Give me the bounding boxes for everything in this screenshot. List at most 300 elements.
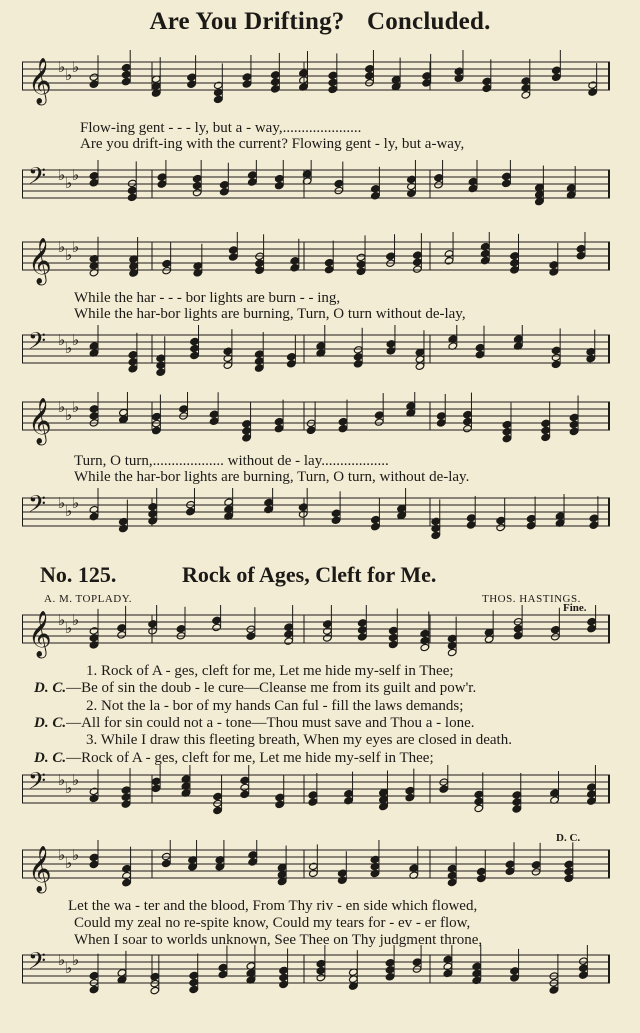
note-icon <box>189 978 199 986</box>
note-icon <box>119 415 129 423</box>
note-icon <box>121 70 131 78</box>
note-icon <box>379 795 389 803</box>
note-icon <box>150 972 160 980</box>
note-icon <box>353 346 363 354</box>
note-icon <box>531 868 541 876</box>
note-icon <box>89 860 99 868</box>
flat-icon: ♭ <box>58 611 66 629</box>
note-icon <box>324 258 334 266</box>
note-icon <box>436 412 446 420</box>
flat-icon: ♭ <box>72 494 80 512</box>
note-icon <box>254 350 264 358</box>
note-icon <box>89 73 99 81</box>
note-icon <box>552 73 562 81</box>
note-icon <box>162 259 172 267</box>
note-icon <box>371 185 381 193</box>
note-icon <box>587 790 597 798</box>
note-icon <box>587 783 597 791</box>
note-icon <box>338 869 348 877</box>
dc-prefix: D. C. <box>34 749 67 766</box>
note-icon <box>569 413 579 421</box>
note-icon <box>353 353 363 361</box>
note-icon <box>152 412 162 420</box>
note-icon <box>192 181 202 189</box>
note-icon <box>220 181 230 189</box>
note-icon <box>379 788 389 796</box>
treble-clef-icon: 𝄞 <box>28 611 52 657</box>
treble-clef-icon: 𝄞 <box>28 238 52 284</box>
note-icon <box>521 91 531 99</box>
note-icon <box>541 419 551 427</box>
note-icon <box>122 864 132 872</box>
note-icon <box>150 979 160 987</box>
note-icon <box>587 617 597 625</box>
flat-icon: ♭ <box>65 779 73 797</box>
flat-icon: ♭ <box>58 331 66 349</box>
note-icon <box>274 181 284 189</box>
note-icon <box>89 971 99 979</box>
note-icon <box>344 796 354 804</box>
flat-icon: ♭ <box>72 846 80 864</box>
hymn-title: Rock of Ages, Cleft for Me. <box>182 562 437 587</box>
note-icon <box>254 357 264 365</box>
flat-icon: ♭ <box>72 238 80 256</box>
note-icon <box>385 973 395 981</box>
note-icon <box>436 419 446 427</box>
note-icon <box>186 507 196 515</box>
note-icon <box>439 785 449 793</box>
note-icon <box>179 405 189 413</box>
note-icon <box>526 521 536 529</box>
flat-icon: ♭ <box>72 166 80 184</box>
note-icon <box>587 624 597 632</box>
note-icon <box>386 252 396 260</box>
note-icon <box>271 85 281 93</box>
note-icon <box>397 504 407 512</box>
bass-staff-system-5 <box>22 945 610 1010</box>
note-icon <box>531 861 541 869</box>
note-icon <box>549 261 559 269</box>
note-icon <box>121 793 131 801</box>
note-icon <box>334 179 344 187</box>
note-icon <box>463 417 473 425</box>
flat-icon: ♭ <box>58 771 66 789</box>
note-icon <box>89 853 99 861</box>
flat-icon: ♭ <box>72 331 80 349</box>
note-icon <box>502 434 512 442</box>
note-icon <box>371 515 381 523</box>
note-icon <box>365 65 375 73</box>
note-icon <box>579 957 589 965</box>
note-icon <box>371 192 381 200</box>
flat-icon: ♭ <box>72 398 80 416</box>
note-icon <box>190 351 200 359</box>
note-icon <box>482 77 492 85</box>
note-icon <box>209 410 219 418</box>
note-icon <box>564 860 574 868</box>
treble-staff-system-5 <box>22 840 610 898</box>
note-icon <box>316 973 326 981</box>
note-icon <box>475 350 485 358</box>
note-icon <box>323 627 333 635</box>
note-icon <box>89 405 99 413</box>
note-icon <box>388 633 398 641</box>
note-icon <box>338 424 348 432</box>
note-icon <box>466 514 476 522</box>
note-icon <box>161 852 171 860</box>
note-icon <box>413 265 423 273</box>
note-icon <box>192 174 202 182</box>
note-icon <box>214 81 224 89</box>
flat-icon: ♭ <box>58 951 66 969</box>
note-icon <box>323 620 333 628</box>
note-icon <box>496 523 506 531</box>
note-icon <box>121 63 131 71</box>
note-icon <box>397 511 407 519</box>
note-icon <box>121 800 131 808</box>
note-icon <box>476 867 486 875</box>
note-icon <box>551 633 561 641</box>
note-icon <box>331 509 341 517</box>
note-icon <box>549 268 559 276</box>
note-icon <box>444 250 454 258</box>
flat-icon: ♭ <box>65 854 73 872</box>
bass-clef-icon: 𝄢 <box>28 490 47 523</box>
verse-line <box>86 732 512 749</box>
note-icon <box>187 73 197 81</box>
lyric-line: While the har - - - bor lights are burn - - ing, <box>74 290 341 306</box>
note-icon <box>388 640 398 648</box>
treble-clef-icon: 𝄞 <box>28 398 52 444</box>
note-icon <box>431 517 441 525</box>
note-icon <box>576 244 586 252</box>
note-icon <box>277 863 287 871</box>
note-icon <box>309 869 319 877</box>
dc-mark: D. C. <box>556 832 581 844</box>
verse-line <box>86 698 463 715</box>
note-icon <box>212 623 222 631</box>
note-icon <box>248 171 258 179</box>
note-icon <box>287 353 297 361</box>
note-icon <box>246 632 256 640</box>
note-icon <box>122 878 132 886</box>
note-icon <box>474 797 484 805</box>
note-icon <box>510 259 520 267</box>
note-icon <box>274 424 284 432</box>
note-icon <box>223 347 233 355</box>
note-icon <box>275 793 285 801</box>
note-icon <box>284 637 294 645</box>
note-icon <box>189 985 199 993</box>
note-icon <box>148 510 158 518</box>
note-icon <box>89 794 99 802</box>
note-icon <box>476 874 486 882</box>
note-icon <box>148 517 158 525</box>
note-icon <box>152 426 162 434</box>
note-icon <box>420 643 430 651</box>
note-icon <box>356 260 366 268</box>
note-icon <box>405 786 415 794</box>
note-icon <box>290 264 300 272</box>
flat-icon: ♭ <box>58 238 66 256</box>
verse-line <box>86 663 454 680</box>
verse-text: —All for sin could not a - tone—Thou must save and Thou a - lone. <box>66 714 475 731</box>
note-icon <box>407 175 417 183</box>
verse-text: 1. Rock of A - ges, cleft for me, Let me hide my-self in Thee; <box>86 663 454 679</box>
note-icon <box>502 420 512 428</box>
note-icon <box>474 790 484 798</box>
note-icon <box>271 71 281 79</box>
note-icon <box>277 877 287 885</box>
note-icon <box>444 257 454 265</box>
note-icon <box>463 424 473 432</box>
note-icon <box>407 182 417 190</box>
note-icon <box>284 623 294 631</box>
note-icon <box>229 246 239 254</box>
flat-icon: ♭ <box>65 406 73 424</box>
note-icon <box>589 514 599 522</box>
note-icon <box>298 503 308 511</box>
title-sub: Concluded. <box>366 8 491 35</box>
note-icon <box>513 631 523 639</box>
note-icon <box>229 253 239 261</box>
note-icon <box>151 784 161 792</box>
note-icon <box>431 524 441 532</box>
note-icon <box>306 426 316 434</box>
note-icon <box>551 360 561 368</box>
note-icon <box>447 648 457 656</box>
note-icon <box>157 173 167 181</box>
note-icon <box>223 361 233 369</box>
note-icon <box>579 971 589 979</box>
note-icon <box>242 420 252 428</box>
note-icon <box>148 620 158 628</box>
note-icon <box>279 973 289 981</box>
dc-prefix: D. C. <box>34 680 67 697</box>
verse-line: Let the wa - ter and the blood, From Thy riv - en side which flowed, <box>68 898 478 914</box>
note-icon <box>150 986 160 994</box>
note-icon <box>385 959 395 967</box>
note-icon <box>413 251 423 259</box>
note-icon <box>526 514 536 522</box>
note-icon <box>212 616 222 624</box>
note-icon <box>482 84 492 92</box>
flat-icon: ♭ <box>58 494 66 512</box>
note-icon <box>496 516 506 524</box>
note-icon <box>576 251 586 259</box>
lyric-line: While the har-bor lights are burning, Turn, O turn, without de-lay. <box>74 469 470 485</box>
note-icon <box>316 966 326 974</box>
note-icon <box>434 174 444 182</box>
flat-icon: ♭ <box>65 959 73 977</box>
note-icon <box>275 800 285 808</box>
note-icon <box>89 787 99 795</box>
note-icon <box>151 777 161 785</box>
note-icon <box>356 253 366 261</box>
note-icon <box>589 521 599 529</box>
bass-clef-icon: 𝄢 <box>28 162 47 195</box>
flat-icon: ♭ <box>72 951 80 969</box>
note-icon <box>328 78 338 86</box>
note-icon <box>242 434 252 442</box>
note-icon <box>214 88 224 96</box>
note-icon <box>502 172 512 180</box>
note-icon <box>298 510 308 518</box>
flat-icon: ♭ <box>58 166 66 184</box>
flat-icon: ♭ <box>65 619 73 637</box>
verse-text: 3. While I draw this fleeting breath, When my eyes are closed in death. <box>86 732 512 749</box>
note-icon <box>213 792 223 800</box>
flat-icon: ♭ <box>65 66 73 84</box>
note-icon <box>156 354 166 362</box>
note-icon <box>386 340 396 348</box>
note-icon <box>254 364 264 372</box>
note-icon <box>189 971 199 979</box>
note-icon <box>223 354 233 362</box>
note-icon <box>356 267 366 275</box>
note-icon <box>386 347 396 355</box>
flat-icon: ♭ <box>72 771 80 789</box>
note-icon <box>447 878 457 886</box>
note-icon <box>119 408 129 416</box>
note-icon <box>127 186 137 194</box>
verse-text: —Be of sin the doub - le cure—Cleanse me from its guilt and pow'r. <box>66 680 477 697</box>
note-icon <box>466 521 476 529</box>
note-icon <box>431 531 441 539</box>
flat-icon: ♭ <box>58 398 66 416</box>
note-icon <box>385 966 395 974</box>
note-icon <box>535 183 545 191</box>
page-title <box>0 8 640 36</box>
note-icon <box>156 368 166 376</box>
note-icon <box>512 798 522 806</box>
note-icon <box>128 351 138 359</box>
bass-clef-icon: 𝄢 <box>28 327 47 360</box>
note-icon <box>308 791 318 799</box>
flat-icon: ♭ <box>65 339 73 357</box>
note-icon <box>89 627 99 635</box>
note-icon <box>218 963 228 971</box>
note-icon <box>214 95 224 103</box>
note-icon <box>284 630 294 638</box>
title-main: Are You Drifting? <box>149 8 345 35</box>
hymn-number: No. 125. <box>40 562 117 587</box>
verse-line <box>34 680 476 697</box>
lyric-line: While the har-bor lights are burning, Turn, O turn without de-lay, <box>74 306 466 322</box>
note-icon <box>255 259 265 267</box>
note-icon <box>541 433 551 441</box>
note-icon <box>308 798 318 806</box>
note-icon <box>89 505 99 513</box>
treble-clef-icon: 𝄞 <box>28 846 52 892</box>
note-icon <box>157 180 167 188</box>
note-icon <box>128 358 138 366</box>
lyric-line: Are you drift-ing with the current? Flowing gent - ly, but a-way, <box>80 136 465 152</box>
note-icon <box>187 80 197 88</box>
bass-clef-icon: 𝄢 <box>28 947 47 980</box>
note-icon <box>569 427 579 435</box>
note-icon <box>290 257 300 265</box>
note-icon <box>121 77 131 85</box>
note-icon <box>535 197 545 205</box>
note-icon <box>551 626 561 634</box>
verse-text: —Rock of A - ges, cleft for me, Let me hide my-self in Thee; <box>66 749 434 766</box>
note-icon <box>353 360 363 368</box>
note-icon <box>405 793 415 801</box>
note-icon <box>248 858 258 866</box>
note-icon <box>242 80 252 88</box>
note-icon <box>512 791 522 799</box>
note-icon <box>358 633 368 641</box>
note-icon <box>316 959 326 967</box>
note-icon <box>587 797 597 805</box>
note-icon <box>374 418 384 426</box>
note-icon <box>89 412 99 420</box>
verse-line: Could my zeal no re-spite know, Could my tears for - ev - er flow, <box>74 915 471 931</box>
note-icon <box>89 179 99 187</box>
note-icon <box>569 420 579 428</box>
flat-icon: ♭ <box>65 502 73 520</box>
note-icon <box>454 67 464 75</box>
note-icon <box>344 789 354 797</box>
note-icon <box>480 256 490 264</box>
note-icon <box>240 776 250 784</box>
flat-icon: ♭ <box>58 58 66 76</box>
note-icon <box>161 859 171 867</box>
note-icon <box>89 641 99 649</box>
note-icon <box>255 266 265 274</box>
note-icon <box>510 266 520 274</box>
note-icon <box>117 624 127 632</box>
note-icon <box>407 189 417 197</box>
note-icon <box>242 427 252 435</box>
note-icon <box>127 193 137 201</box>
note-icon <box>552 66 562 74</box>
note-icon <box>156 361 166 369</box>
flat-icon: ♭ <box>65 174 73 192</box>
note-icon <box>588 88 598 96</box>
note-icon <box>190 337 200 345</box>
note-icon <box>89 172 99 180</box>
flat-icon: ♭ <box>65 246 73 264</box>
note-icon <box>475 343 485 351</box>
note-icon <box>551 353 561 361</box>
note-icon <box>588 81 598 89</box>
hymn-author: A. M. TOPLADY. <box>44 593 132 605</box>
note-icon <box>338 417 348 425</box>
note-icon <box>242 73 252 81</box>
note-icon <box>510 967 520 975</box>
note-icon <box>338 876 348 884</box>
note-icon <box>279 980 289 988</box>
note-icon <box>128 365 138 373</box>
note-icon <box>564 867 574 875</box>
note-icon <box>277 870 287 878</box>
bass-staff-system-3 <box>22 488 610 546</box>
hymn-composer: THOS. HASTINGS. <box>482 593 581 605</box>
note-icon <box>248 178 258 186</box>
note-icon <box>374 411 384 419</box>
note-icon <box>248 851 258 859</box>
verse-line: When I soar to worlds unknown, See Thee on Thy judgment throne, <box>74 932 483 948</box>
note-icon <box>521 84 531 92</box>
flat-icon: ♭ <box>58 846 66 864</box>
note-icon <box>122 871 132 879</box>
note-icon <box>541 426 551 434</box>
note-icon <box>287 360 297 368</box>
note-icon <box>213 806 223 814</box>
note-icon <box>579 964 589 972</box>
